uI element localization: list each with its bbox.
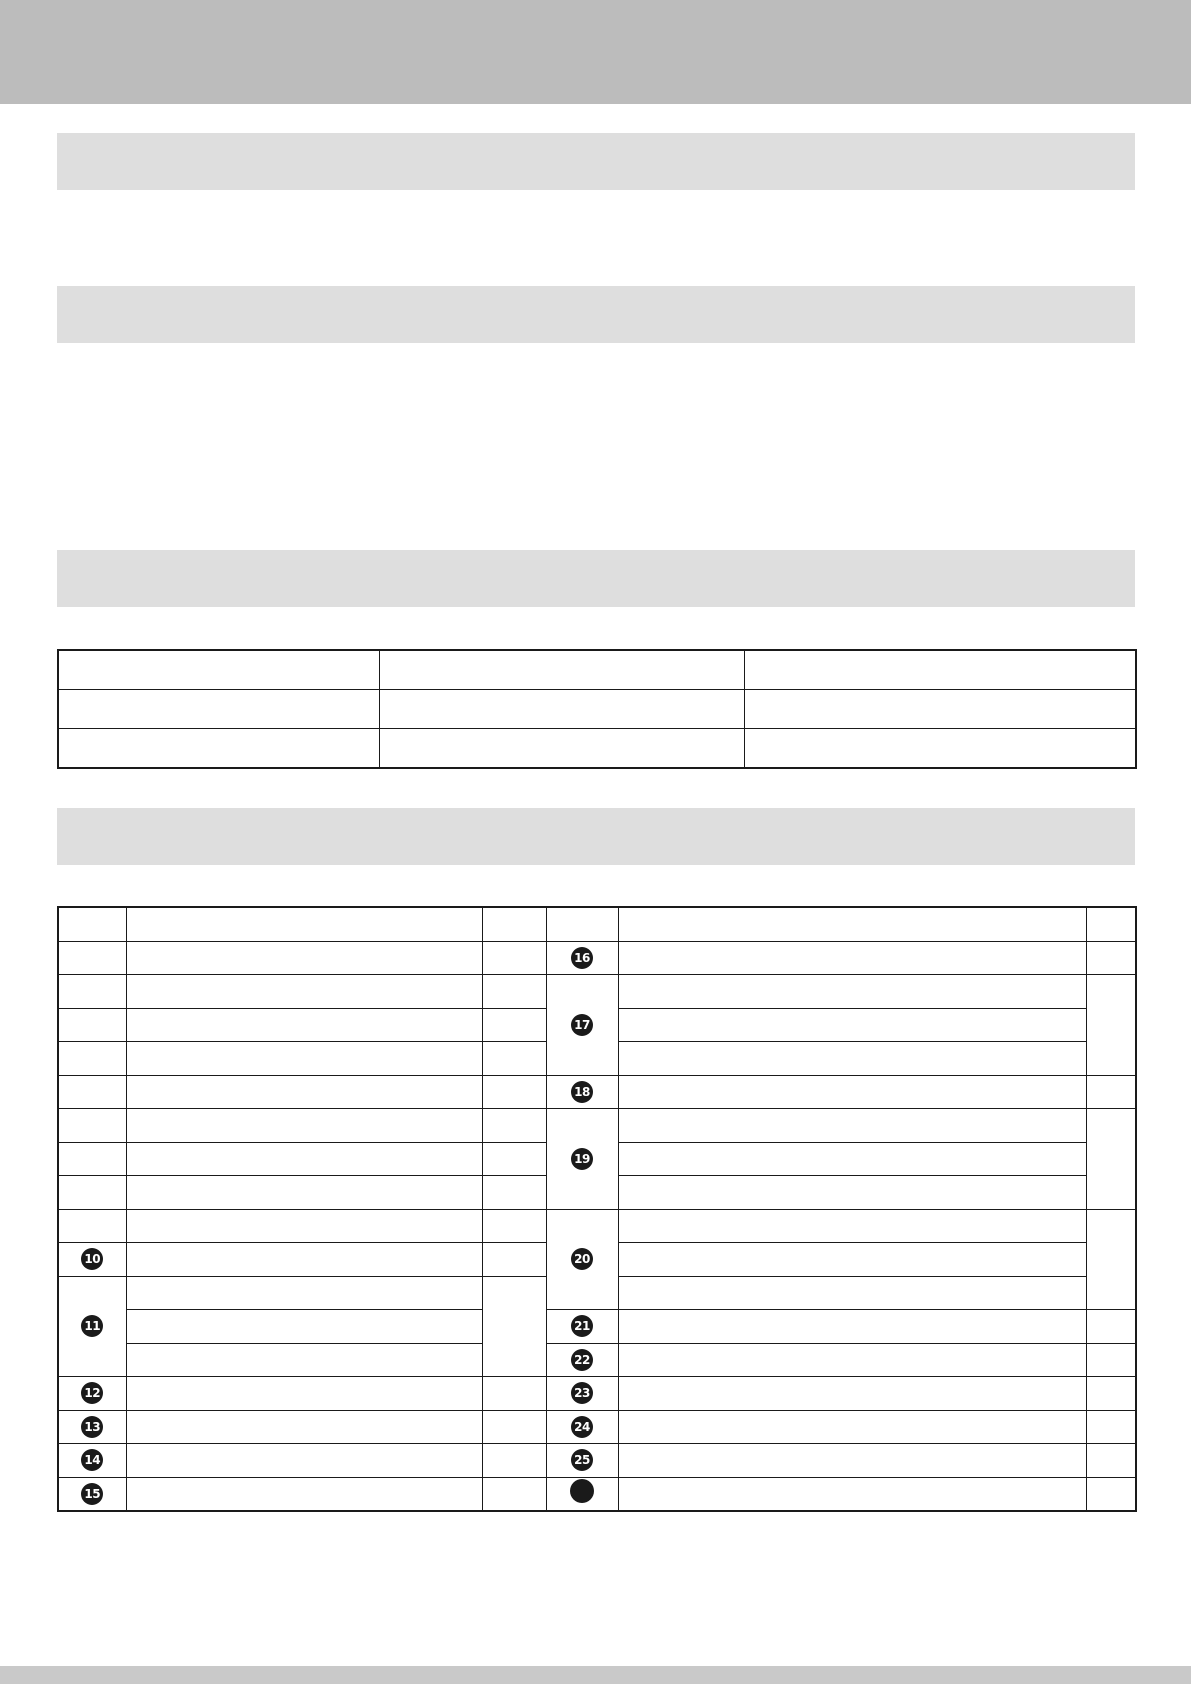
description-cell (126, 1042, 482, 1076)
item-number-badge: 12 (81, 1382, 103, 1404)
qty-cell (482, 1243, 546, 1277)
item-number-cell (546, 1477, 618, 1511)
qty-cell (482, 1142, 546, 1176)
table-cell (744, 650, 1136, 690)
description-cell (126, 1075, 482, 1109)
description-cell (618, 941, 1086, 975)
table-row (58, 1310, 1136, 1344)
description-cell (618, 1109, 1086, 1143)
description-cell (126, 907, 482, 941)
qty-cell (482, 941, 546, 975)
section-heading-3 (57, 550, 1135, 607)
qty-cell (1086, 1109, 1136, 1210)
description-cell (126, 1008, 482, 1042)
item-number-cell (58, 1109, 126, 1143)
qty-cell (482, 1477, 546, 1511)
item-number-cell (546, 1209, 618, 1310)
item-number-cell (58, 1477, 126, 1511)
item-number-cell (546, 941, 618, 975)
item-number-badge-blank (570, 1479, 594, 1503)
table-row (58, 1410, 1136, 1444)
item-number-cell (546, 1444, 618, 1478)
item-number-cell (546, 1410, 618, 1444)
qty-cell (1086, 1377, 1136, 1411)
table-row (58, 907, 1136, 941)
table-row (58, 1444, 1136, 1478)
item-number-cell (58, 1276, 126, 1377)
table-cell (744, 690, 1136, 729)
table-cell (379, 650, 744, 690)
item-number-badge: 25 (571, 1449, 593, 1471)
description-cell (126, 1477, 482, 1511)
item-number-cell (58, 941, 126, 975)
description-cell (618, 1310, 1086, 1344)
section-heading-2 (57, 286, 1135, 343)
item-number-badge: 16 (571, 947, 593, 969)
item-number-cell (546, 975, 618, 1076)
table-row (58, 650, 1136, 690)
qty-cell (482, 1042, 546, 1076)
item-number-badge: 14 (81, 1449, 103, 1471)
footer-bar (0, 1666, 1191, 1684)
item-number-badge: 17 (571, 1014, 593, 1036)
table-cell (58, 650, 379, 690)
item-number-badge: 10 (81, 1248, 103, 1270)
qty-cell (482, 1377, 546, 1411)
description-cell (126, 1343, 482, 1377)
qty-cell (482, 975, 546, 1009)
description-cell (126, 1410, 482, 1444)
item-number-cell (58, 1243, 126, 1277)
description-cell (126, 1243, 482, 1277)
description-cell (126, 1276, 482, 1310)
qty-cell (482, 1209, 546, 1243)
item-number-badge: 11 (81, 1315, 103, 1337)
qty-cell (1086, 1075, 1136, 1109)
parts-list-table (57, 906, 1137, 1512)
description-cell (618, 1477, 1086, 1511)
qty-cell (1086, 1310, 1136, 1344)
qty-cell (482, 1444, 546, 1478)
description-cell (126, 1176, 482, 1210)
table-cell (379, 690, 744, 729)
qty-cell (1086, 1444, 1136, 1478)
item-number-cell (58, 1209, 126, 1243)
item-number-badge: 20 (571, 1248, 593, 1270)
item-number-cell (546, 1343, 618, 1377)
qty-cell (1086, 975, 1136, 1076)
table-row (58, 1075, 1136, 1109)
description-cell (126, 1310, 482, 1344)
description-cell (618, 1142, 1086, 1176)
item-number-badge: 15 (81, 1483, 103, 1505)
item-number-badge: 19 (571, 1148, 593, 1170)
item-number-cell (58, 1042, 126, 1076)
item-number-badge: 22 (571, 1349, 593, 1371)
item-number-cell (58, 1142, 126, 1176)
section-heading-4 (57, 808, 1135, 865)
table-row (58, 1377, 1136, 1411)
description-cell (618, 1243, 1086, 1277)
table-row (58, 690, 1136, 729)
qty-cell (1086, 1343, 1136, 1377)
qty-cell (482, 1008, 546, 1042)
qty-cell (482, 1276, 546, 1377)
qty-cell (482, 1109, 546, 1143)
item-number-cell (58, 975, 126, 1009)
description-cell (618, 1410, 1086, 1444)
description-cell (618, 1209, 1086, 1243)
qty-cell (1086, 907, 1136, 941)
qty-cell (482, 1410, 546, 1444)
item-number-cell (58, 1176, 126, 1210)
table-row (58, 1209, 1136, 1243)
table-cell (379, 729, 744, 769)
item-number-badge: 24 (571, 1416, 593, 1438)
item-number-cell (58, 1444, 126, 1478)
item-number-cell (546, 1075, 618, 1109)
description-cell (618, 1377, 1086, 1411)
header-bar (0, 0, 1191, 104)
description-cell (126, 1209, 482, 1243)
description-cell (618, 1343, 1086, 1377)
qty-cell (482, 1075, 546, 1109)
description-cell (618, 1075, 1086, 1109)
description-cell (126, 975, 482, 1009)
description-cell (618, 1176, 1086, 1210)
qty-cell (1086, 1209, 1136, 1310)
description-cell (618, 907, 1086, 941)
qty-cell (1086, 1477, 1136, 1511)
item-number-badge: 21 (571, 1315, 593, 1337)
item-number-cell (546, 1310, 618, 1344)
item-number-badge: 18 (571, 1081, 593, 1103)
item-number-badge: 23 (571, 1382, 593, 1404)
description-cell (126, 1377, 482, 1411)
table-row (58, 1343, 1136, 1377)
description-cell (618, 1042, 1086, 1076)
description-cell (126, 941, 482, 975)
qty-cell (1086, 941, 1136, 975)
item-number-cell (58, 1075, 126, 1109)
description-cell (618, 1276, 1086, 1310)
item-number-cell (58, 1410, 126, 1444)
description-cell (126, 1142, 482, 1176)
spec-table (57, 649, 1137, 769)
description-cell (126, 1444, 482, 1478)
table-cell (58, 729, 379, 769)
description-cell (618, 975, 1086, 1009)
table-row (58, 729, 1136, 769)
table-row (58, 1109, 1136, 1143)
item-number-cell (58, 1377, 126, 1411)
table-row (58, 1477, 1136, 1511)
table-row (58, 975, 1136, 1009)
description-cell (126, 1109, 482, 1143)
table-row (58, 941, 1136, 975)
section-heading-1 (57, 133, 1135, 190)
qty-cell (482, 1176, 546, 1210)
description-cell (618, 1444, 1086, 1478)
item-number-badge: 13 (81, 1416, 103, 1438)
table-cell (58, 690, 379, 729)
description-cell (618, 1008, 1086, 1042)
item-number-cell (546, 907, 618, 941)
item-number-cell (58, 1008, 126, 1042)
item-number-cell (546, 1109, 618, 1210)
item-number-cell (546, 1377, 618, 1411)
item-number-cell (58, 907, 126, 941)
qty-cell (482, 907, 546, 941)
table-cell (744, 729, 1136, 769)
qty-cell (1086, 1410, 1136, 1444)
